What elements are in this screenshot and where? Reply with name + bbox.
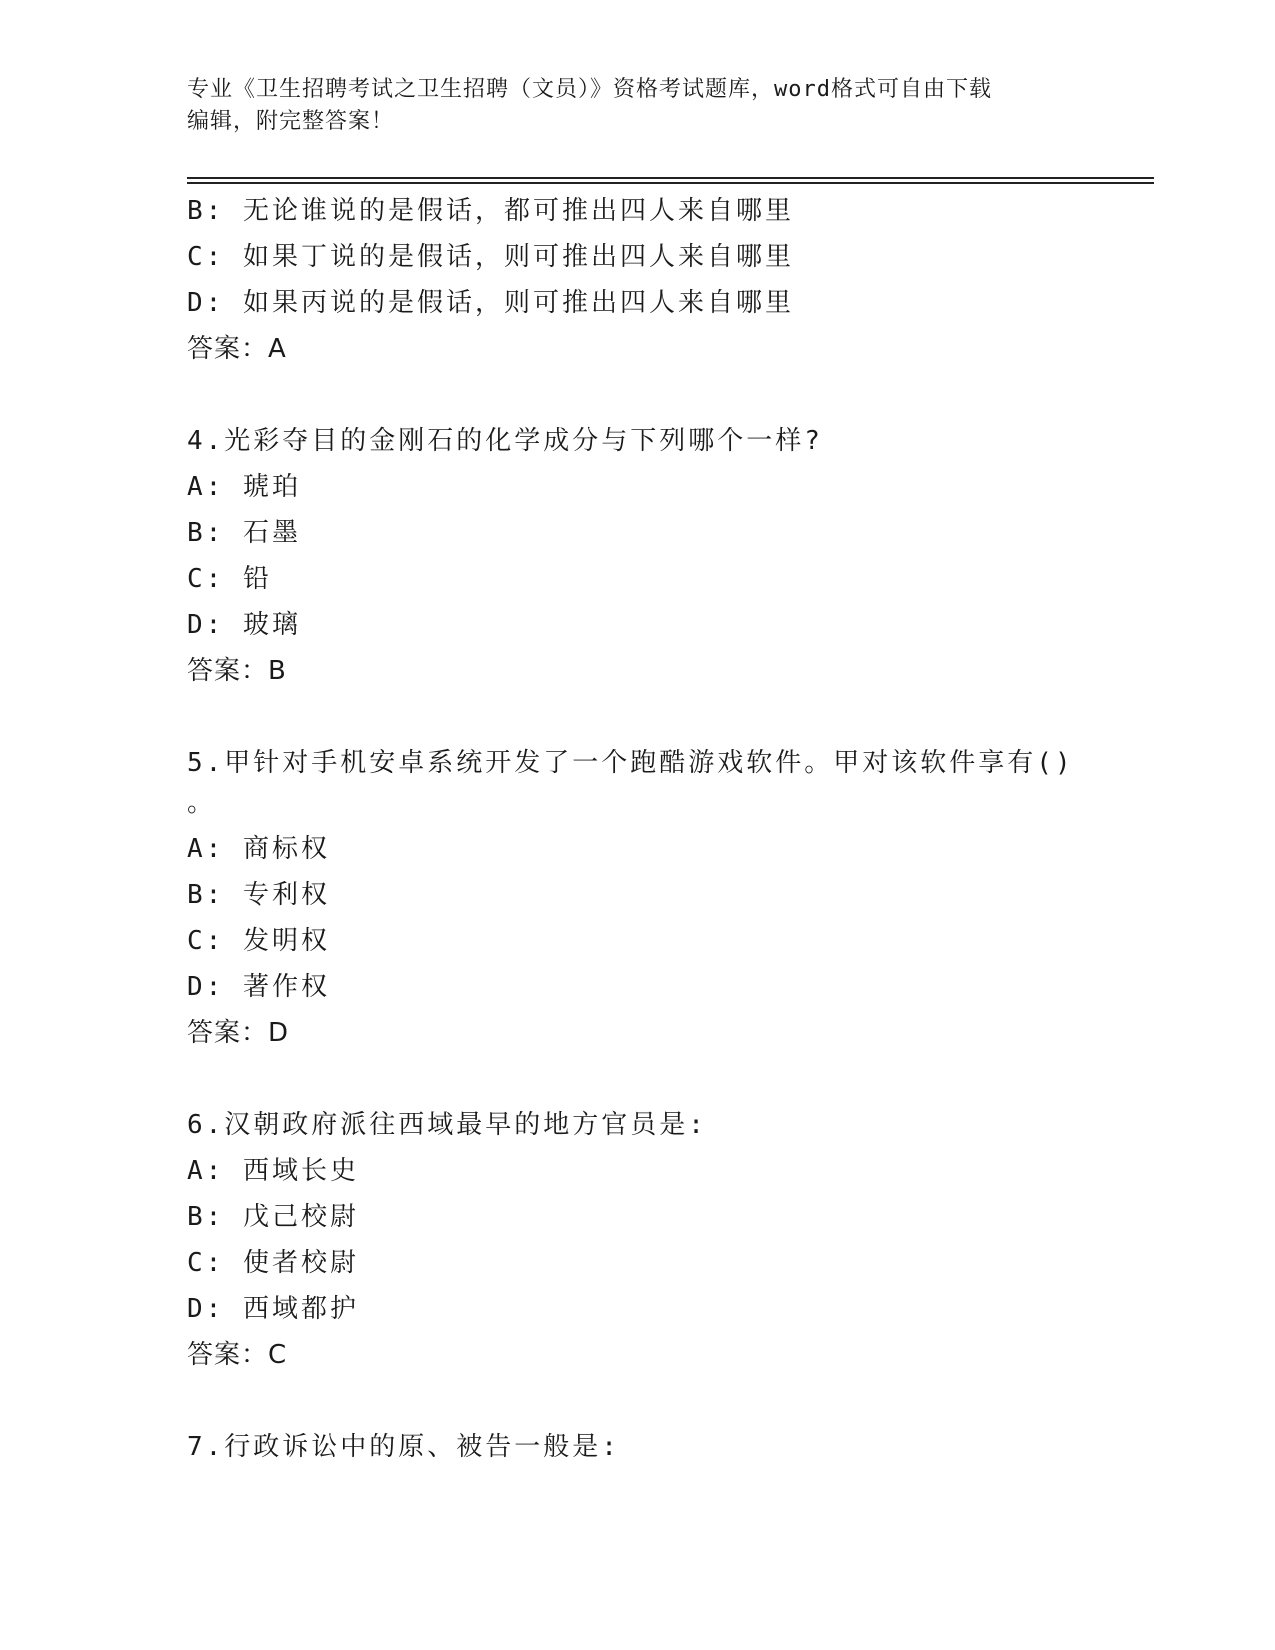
- option-d: D: 如果丙说的是假话，则可推出四人来自哪里: [187, 288, 794, 318]
- spacer: [187, 1378, 1087, 1424]
- header-line-2: 编辑，附完整答案！: [187, 109, 395, 134]
- question-title-continuation: 。: [187, 788, 217, 818]
- option-c: C: 使者校尉: [187, 1248, 359, 1278]
- spacer: [187, 694, 1087, 740]
- document-header: [187, 74, 1087, 138]
- answer: 答案：B: [187, 656, 287, 686]
- question-6: [187, 1102, 1087, 1378]
- question-title: 6.汉朝政府派往西域最早的地方官员是:: [187, 1110, 707, 1140]
- option-d: D: 著作权: [187, 972, 330, 1002]
- option-d: D: 西域都护: [187, 1294, 359, 1324]
- header-line-1: 专业《卫生招聘考试之卫生招聘（文员）》资格考试题库，word格式可自由下载: [187, 77, 992, 102]
- option-a: A: 西域长史: [187, 1156, 359, 1186]
- option-a: A: 琥珀: [187, 472, 301, 502]
- spacer: [187, 1056, 1087, 1102]
- option-b: B: 石墨: [187, 518, 301, 548]
- spacer: [187, 372, 1087, 418]
- option-c: C: 发明权: [187, 926, 330, 956]
- question-title: 5.甲针对手机安卓系统开发了一个跑酷游戏软件。甲对该软件享有(): [187, 748, 1074, 778]
- question-4: [187, 418, 1087, 694]
- question-5: [187, 740, 1087, 1056]
- header-divider-bottom: [187, 182, 1154, 184]
- option-b: B: 无论谁说的是假话，都可推出四人来自哪里: [187, 196, 794, 226]
- answer: 答案：C: [187, 1340, 288, 1370]
- question-title: 4.光彩夺目的金刚石的化学成分与下列哪个一样?: [187, 426, 823, 456]
- option-a: A: 商标权: [187, 834, 330, 864]
- answer: 答案：A: [187, 334, 287, 364]
- option-c: C: 如果丁说的是假话，则可推出四人来自哪里: [187, 242, 794, 272]
- header-divider-top: [187, 177, 1154, 179]
- answer: 答案：D: [187, 1018, 290, 1048]
- question-list: [187, 188, 1087, 1470]
- question-title: 7.行政诉讼中的原、被告一般是:: [187, 1432, 620, 1462]
- option-b: B: 戊己校尉: [187, 1202, 359, 1232]
- question-7: [187, 1424, 1087, 1470]
- question-3: [187, 188, 1087, 372]
- option-b: B: 专利权: [187, 880, 330, 910]
- option-d: D: 玻璃: [187, 610, 301, 640]
- option-c: C: 铅: [187, 564, 272, 594]
